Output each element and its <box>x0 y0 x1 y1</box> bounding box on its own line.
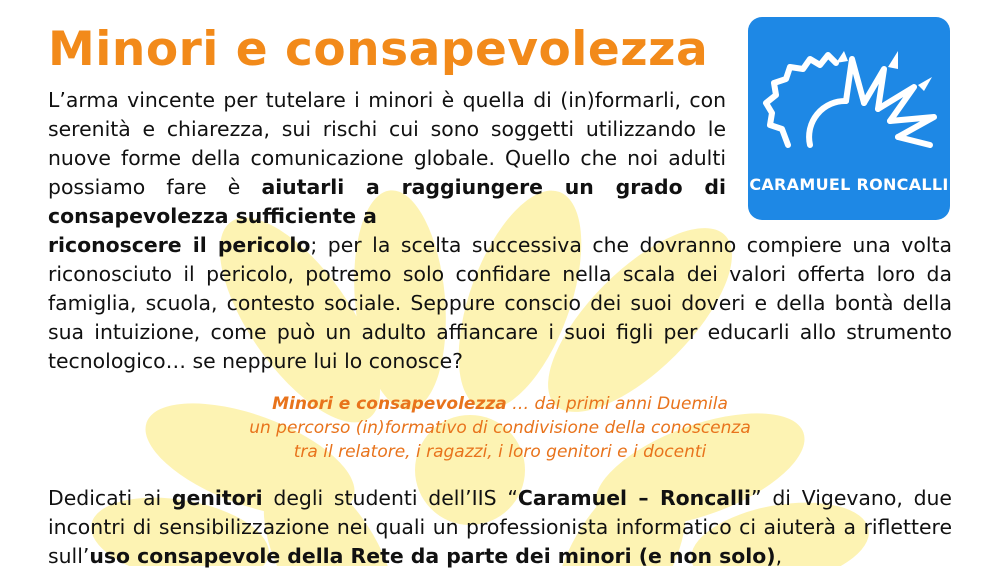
events-text-3: ” di Vigevano, due incontri di sensibilizzazione nei quali un professionista informatico ci aiuterà a riflettere sull’ <box>48 486 952 568</box>
intro-bold-text: aiutarli a raggiungere un grado di consapevolezza sufficiente a <box>48 175 726 228</box>
school-logo <box>748 17 950 220</box>
events-bold-2: Caramuel – Roncalli <box>517 486 752 510</box>
logo-text: CARAMUEL RONCALLI <box>749 175 949 194</box>
continuation-paragraph <box>48 231 952 376</box>
continuation-text: ; per la scelta successiva che dovranno compiere una volta riconosciuto il pericolo, potremo solo confidare nella scala dei valori offerta loro da famiglia, scuola, contesto sociale. Seppure conscio dei suoi doveri e della bontà della sua intuizione, come può un adulto affiancare i suoi figli per educarli allo strumento tecnologico… se neppure lui lo conosce? <box>48 233 952 373</box>
quote-line-3: tra il relatore, i ragazzi, i loro genitori e i docenti <box>293 442 707 462</box>
gear-sun-icon <box>748 17 950 177</box>
continuation-bold-text: riconoscere il pericolo <box>48 233 311 257</box>
events-bold-1: genitori <box>171 486 263 510</box>
events-text-1: Dedicati ai <box>48 486 172 510</box>
events-bold-3: uso consapevole della Rete da parte dei minori (e non solo) <box>89 544 776 568</box>
intro-paragraph <box>48 86 726 231</box>
highlight-quote <box>150 392 850 464</box>
intro-text: L’arma vincente per tutelare i minori è quella di (in)formarli, con serenità e chiarezza, sui rischi cui sono soggetti utilizzando le nuove forme della comunicazione globale. Quello che noi adulti possiamo fare è <box>48 88 726 199</box>
quote-line-1 <box>150 392 850 416</box>
quote-bold: Minori e consapevolezza <box>272 394 507 414</box>
events-paragraph <box>48 484 952 571</box>
events-text-2: degli studenti dell’IIS “ <box>262 486 518 510</box>
events-text-4: , <box>775 544 783 568</box>
page-title: Minori e consapevolezza <box>48 22 709 77</box>
quote-line-2: un percorso (in)formativo di condivisione della conoscenza <box>249 418 751 438</box>
quote-line-1-rest: … dai primi anni Duemila <box>506 394 728 414</box>
